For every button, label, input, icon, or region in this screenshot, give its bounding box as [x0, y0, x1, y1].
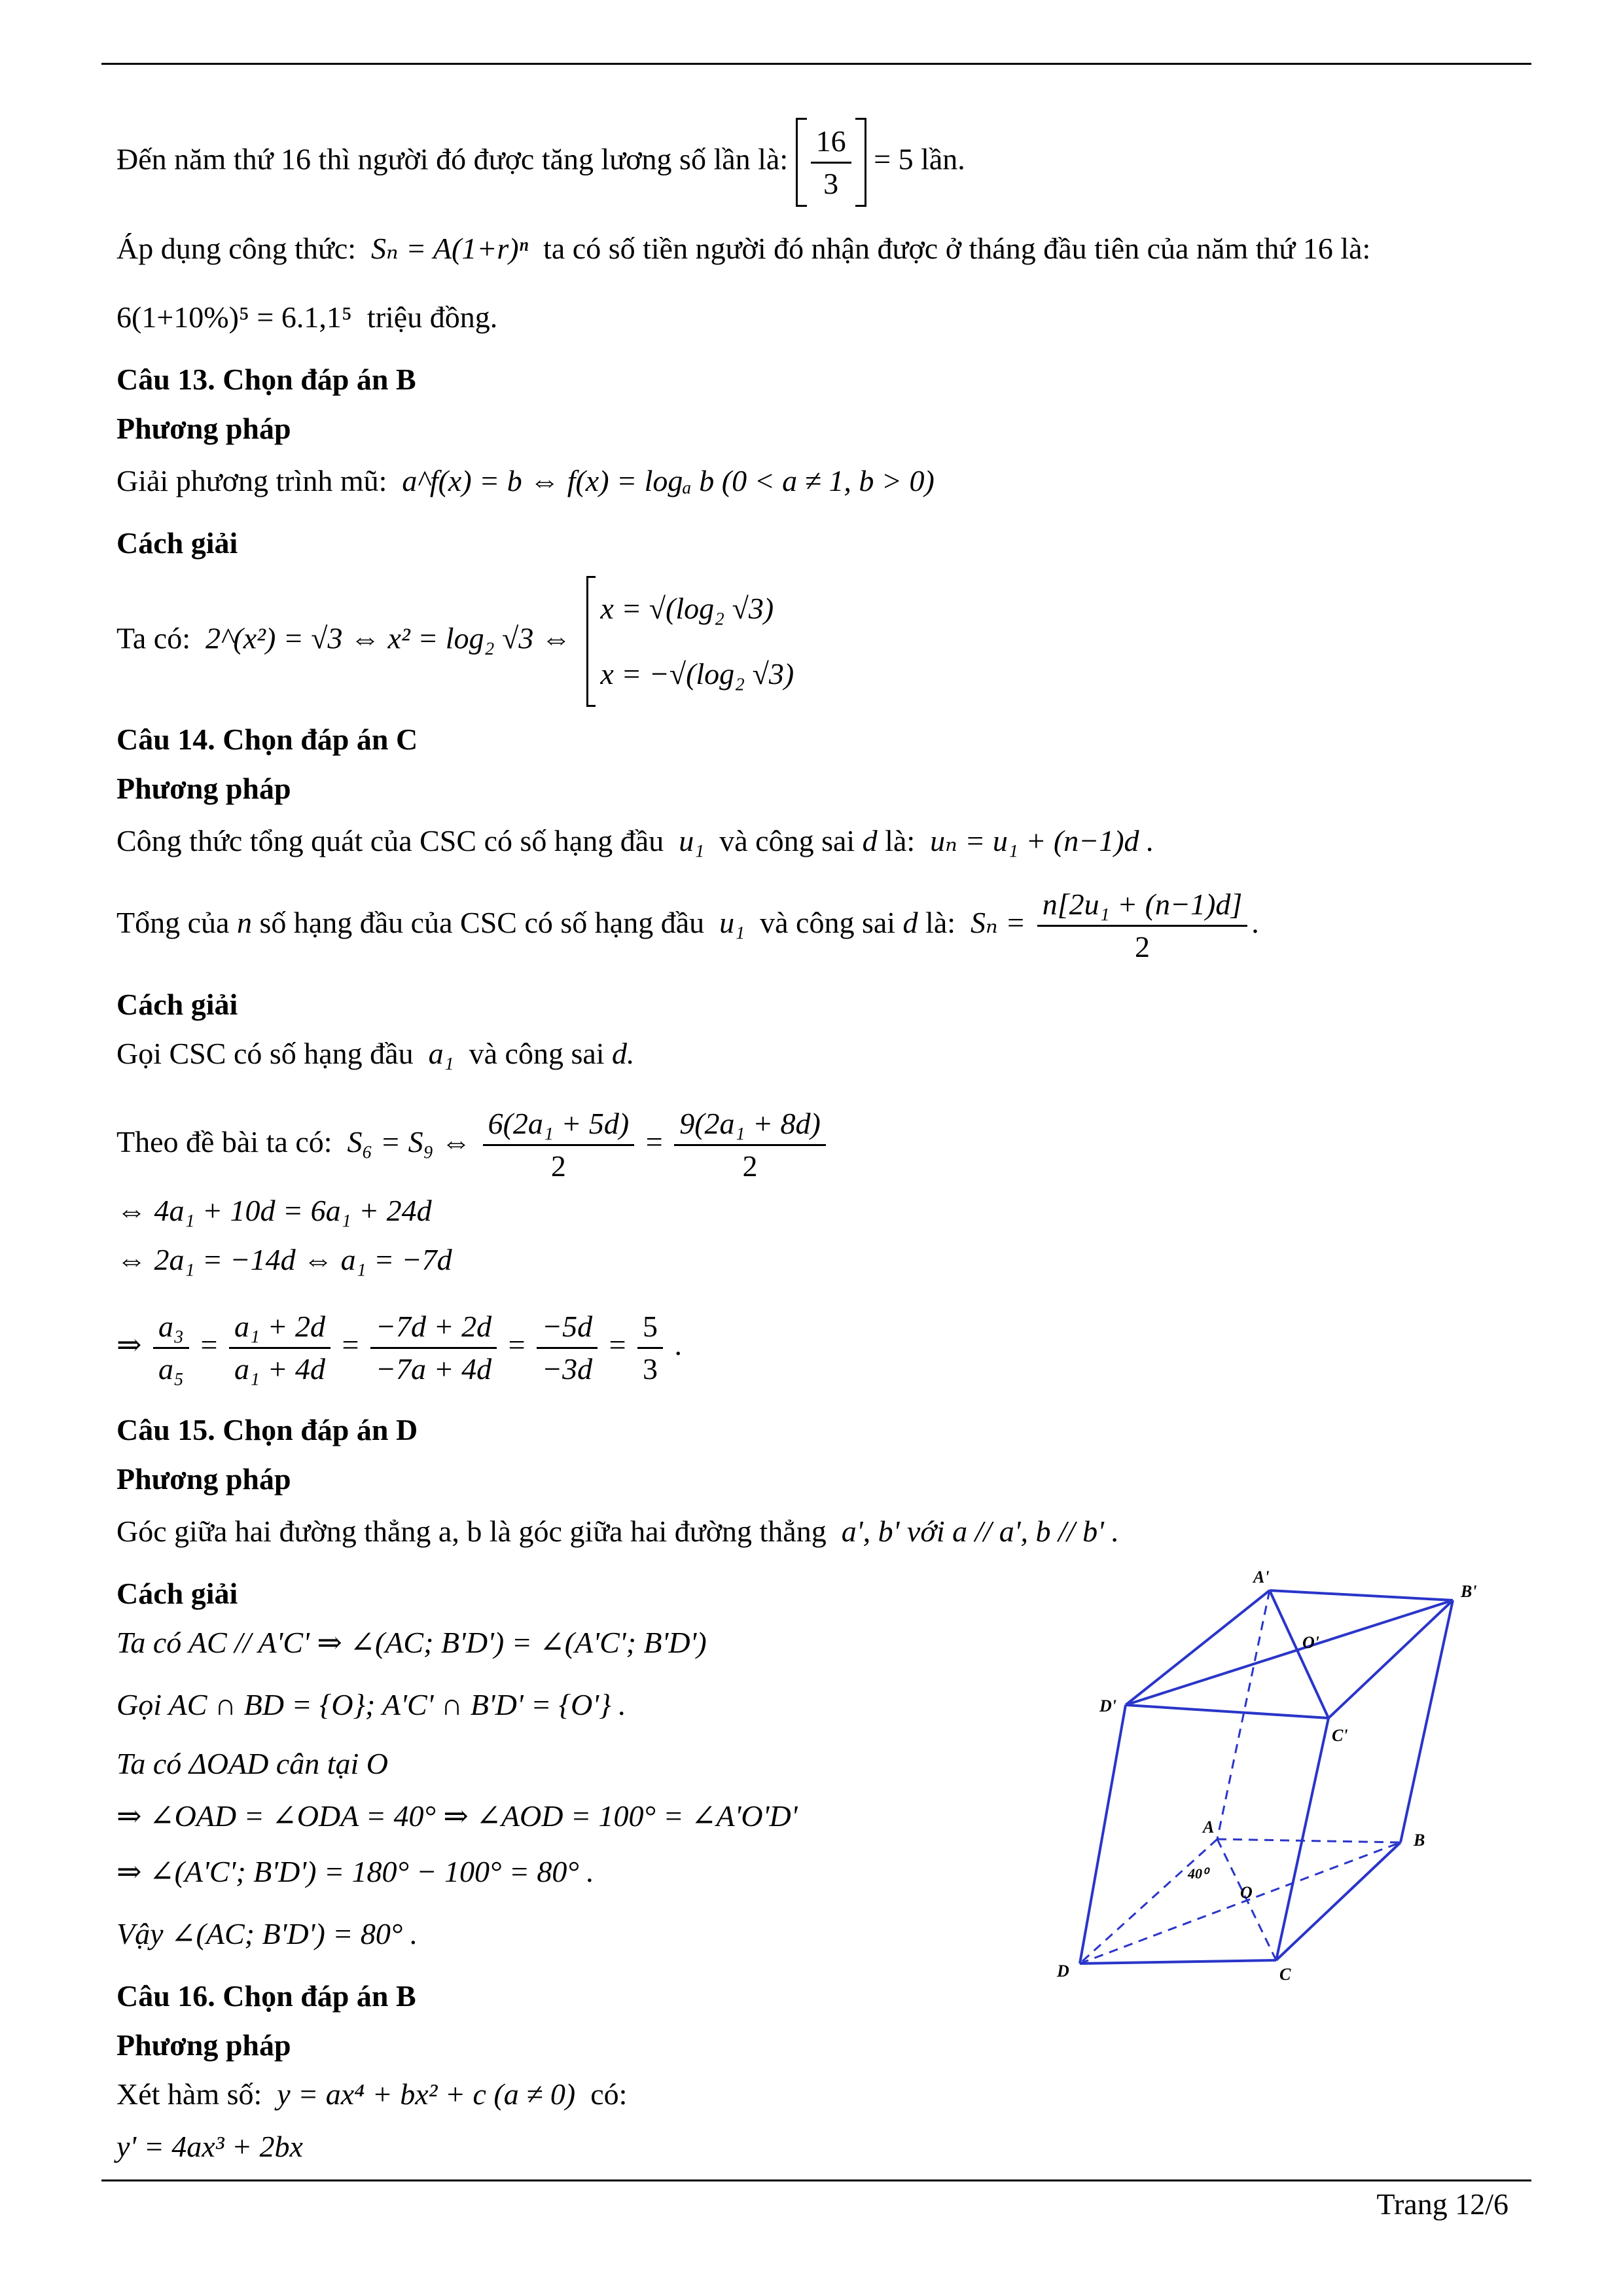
- text: Theo đề bài ta có:: [116, 1125, 332, 1159]
- frac-num: a₁ + 2d: [229, 1309, 330, 1349]
- formula: y = ax⁴ + bx² + c (a ≠ 0): [277, 2077, 576, 2111]
- q14-line-2: Tổng của n số hạng đầu của CSC có số hạng đầu u₁ và công sai d là: Sₙ = $\frac{\text{n[2u₁ + (n−1)d]}}{2}$ .: [116, 888, 1259, 963]
- text: Áp dụng công thức:: [116, 232, 357, 265]
- math: a₁: [428, 1037, 454, 1070]
- q14-sol-3: ⇔ 4a₁ + 10d = 6a₁ + 24d: [116, 1194, 432, 1227]
- q13-solution: Cách giải: [116, 526, 238, 560]
- text: Tổng của: [116, 906, 230, 940]
- formula: Sₙ = A(1+r)ⁿ: [371, 232, 529, 265]
- frac-num: −7d + 2d: [370, 1309, 497, 1349]
- math: Sₙ =: [971, 906, 1026, 940]
- math: u₁: [719, 906, 745, 940]
- q14-title: Câu 14. Chọn đáp án C: [116, 723, 418, 756]
- q15-s2: Gọi AC ∩ BD = {O}; A'C' ∩ B'D' = {O'} .: [116, 1688, 626, 1721]
- formula: 2^(x²) = √3 ⇔ x² = log₂ √3 ⇔: [205, 621, 571, 655]
- frac-den: 2: [742, 1149, 758, 1183]
- q16-method: Phương pháp: [116, 2028, 291, 2062]
- frac-den: 3: [823, 166, 839, 200]
- intro-line-1: [116, 118, 965, 207]
- q14-sol-1: [116, 1034, 635, 1073]
- intro-line-2: [116, 229, 1370, 268]
- frac-num: 5: [637, 1309, 663, 1349]
- case-1: x = √(log₂ √3): [600, 592, 774, 625]
- q13-method-line: [116, 461, 935, 501]
- frac-den: a₁ + 4d: [234, 1352, 326, 1386]
- text: số hạng đầu của CSC có số hạng đầu: [259, 906, 705, 940]
- parallelepiped-figure: [1027, 1558, 1512, 1990]
- q15-s3: Ta có ΔOAD cân tại O: [116, 1747, 389, 1780]
- page-number: Trang 12/6: [1376, 2187, 1508, 2221]
- frac-num: 16: [811, 124, 851, 164]
- q16-title: Câu 16. Chọn đáp án B: [116, 1979, 416, 2013]
- math: =: [508, 1328, 526, 1362]
- text: Ta có:: [116, 621, 191, 655]
- label-a: A: [1203, 1818, 1215, 1837]
- text: Góc giữa hai đường thẳng a, b là góc giữa hai đường thẳng: [116, 1515, 827, 1548]
- frac-den: 2: [550, 1149, 566, 1183]
- text: và công sai: [719, 824, 855, 857]
- diag-b1-d1: [1126, 1600, 1453, 1705]
- label-a1: A': [1253, 1568, 1270, 1587]
- diag-a1-c1: [1270, 1590, 1329, 1718]
- intro-line-3: [116, 298, 497, 337]
- header-rule: [101, 63, 1531, 65]
- text: là:: [925, 906, 956, 940]
- q15-solution: Cách giải: [116, 1577, 238, 1610]
- edge-b1-c1: [1329, 1600, 1453, 1718]
- math: =: [645, 1125, 663, 1159]
- label-b1: B': [1461, 1582, 1477, 1601]
- label-angle: 40⁰: [1188, 1865, 1208, 1882]
- edge-c-b: [1276, 1842, 1400, 1960]
- label-c: C: [1279, 1965, 1291, 1984]
- frac-num: −5d: [537, 1309, 597, 1349]
- q14-method: Phương pháp: [116, 772, 291, 805]
- math: =: [609, 1328, 626, 1362]
- formula: a^f(x) = b ⇔ f(x) = logₐ b (0 < a ≠ 1, b > 0): [402, 464, 935, 497]
- math: d: [902, 906, 918, 940]
- label-b: B: [1414, 1831, 1425, 1850]
- math: =: [342, 1328, 359, 1362]
- math: .: [674, 1328, 683, 1362]
- text: Giải phương trình mũ:: [116, 464, 387, 497]
- diag-b-d: [1080, 1842, 1400, 1964]
- q15-title: Câu 15. Chọn đáp án D: [116, 1413, 418, 1446]
- floor-fraction: [796, 118, 866, 207]
- math: n: [236, 906, 252, 940]
- q14-sol-5: [116, 1309, 682, 1387]
- edge-d1-d: [1080, 1705, 1126, 1964]
- math: u₁: [679, 824, 705, 857]
- frac-den: a₅: [158, 1352, 185, 1386]
- q15-s6: Vậy ∠(AC; B'D') = 80° .: [116, 1917, 418, 1950]
- q14-solution: Cách giải: [116, 988, 238, 1021]
- label-o: O: [1240, 1883, 1253, 1902]
- text: Đến năm thứ 16 thì người đó được tăng lương số lần là:: [116, 142, 789, 176]
- q13-solution-line: [116, 576, 794, 707]
- label-c1: C': [1332, 1726, 1348, 1745]
- formula: a', b' với a // a', b // b' .: [841, 1515, 1119, 1548]
- case-2: x = −√(log₂ √3): [600, 657, 794, 691]
- frac-den: −3d: [542, 1352, 593, 1386]
- label-d: D: [1057, 1962, 1069, 1981]
- frac-den: 2: [1134, 930, 1150, 963]
- case-system: [586, 576, 794, 707]
- edge-d1-c1: [1126, 1705, 1329, 1718]
- math: =: [200, 1328, 218, 1362]
- q15-method-line: [116, 1512, 1119, 1551]
- edge-c1-c: [1276, 1718, 1329, 1960]
- q13-method: Phương pháp: [116, 412, 291, 445]
- footer-rule: [101, 2179, 1531, 2181]
- formula: 6(1+10%)⁵ = 6.1,1⁵: [116, 300, 352, 334]
- q14-sol-2: [116, 1106, 830, 1184]
- math: S₆ = S₉ ⇔: [347, 1125, 472, 1159]
- frac-num: a₃: [153, 1309, 189, 1349]
- text: = 5 lần.: [874, 142, 965, 176]
- edge-d-c: [1080, 1960, 1276, 1964]
- edge-a-d: [1080, 1839, 1217, 1964]
- frac-num: n[2u₁ + (n−1)d]: [1037, 887, 1248, 927]
- text: triệu đồng.: [366, 300, 498, 334]
- q15-s1: Ta có AC // A'C' ⇒ ∠(AC; B'D') = ∠(A'C'; B'D'): [116, 1626, 707, 1659]
- math: ⇒: [116, 1328, 142, 1362]
- frac-den: 3: [643, 1352, 658, 1386]
- frac-den: −7a + 4d: [376, 1352, 492, 1386]
- q16-line-1: [116, 2075, 627, 2114]
- edge-a1-b1: [1270, 1590, 1453, 1600]
- text: là:: [885, 824, 916, 857]
- q16-line-2: y' = 4ax³ + 2bx: [116, 2130, 303, 2163]
- label-o1: O': [1302, 1633, 1319, 1652]
- edge-b1-b: [1400, 1600, 1453, 1842]
- text: có:: [590, 2077, 628, 2111]
- text: Xét hàm số:: [116, 2077, 262, 2111]
- q13-title: Câu 13. Chọn đáp án B: [116, 363, 416, 396]
- math: d: [862, 824, 878, 857]
- edge-a1-d1: [1126, 1590, 1270, 1705]
- q15-method: Phương pháp: [116, 1462, 291, 1496]
- text: và công sai: [469, 1037, 605, 1070]
- formula: uₙ = u₁ + (n−1)d .: [930, 824, 1154, 857]
- text: Gọi CSC có số hạng đầu: [116, 1037, 414, 1070]
- frac-num: 6(2a₁ + 5d): [483, 1106, 635, 1146]
- frac-num: 9(2a₁ + 8d): [674, 1106, 826, 1146]
- text: và công sai: [760, 906, 896, 940]
- edge-a-b: [1217, 1839, 1400, 1842]
- q15-s4: ⇒ ∠OAD = ∠ODA = 40° ⇒ ∠AOD = 100° = ∠A'O'D': [116, 1799, 798, 1833]
- q14-sol-4: ⇔ 2a₁ = −14d ⇔ a₁ = −7d: [116, 1243, 452, 1276]
- q15-s5: ⇒ ∠(A'C'; B'D') = 180° − 100° = 80° .: [116, 1855, 594, 1888]
- q14-line-1: [116, 821, 1154, 861]
- math: d.: [612, 1037, 635, 1070]
- label-d1: D': [1099, 1696, 1116, 1715]
- text: Công thức tổng quát của CSC có số hạng đầu: [116, 824, 664, 857]
- text: ta có số tiền người đó nhận được ở tháng đầu tiên của năm thứ 16 là:: [543, 232, 1371, 265]
